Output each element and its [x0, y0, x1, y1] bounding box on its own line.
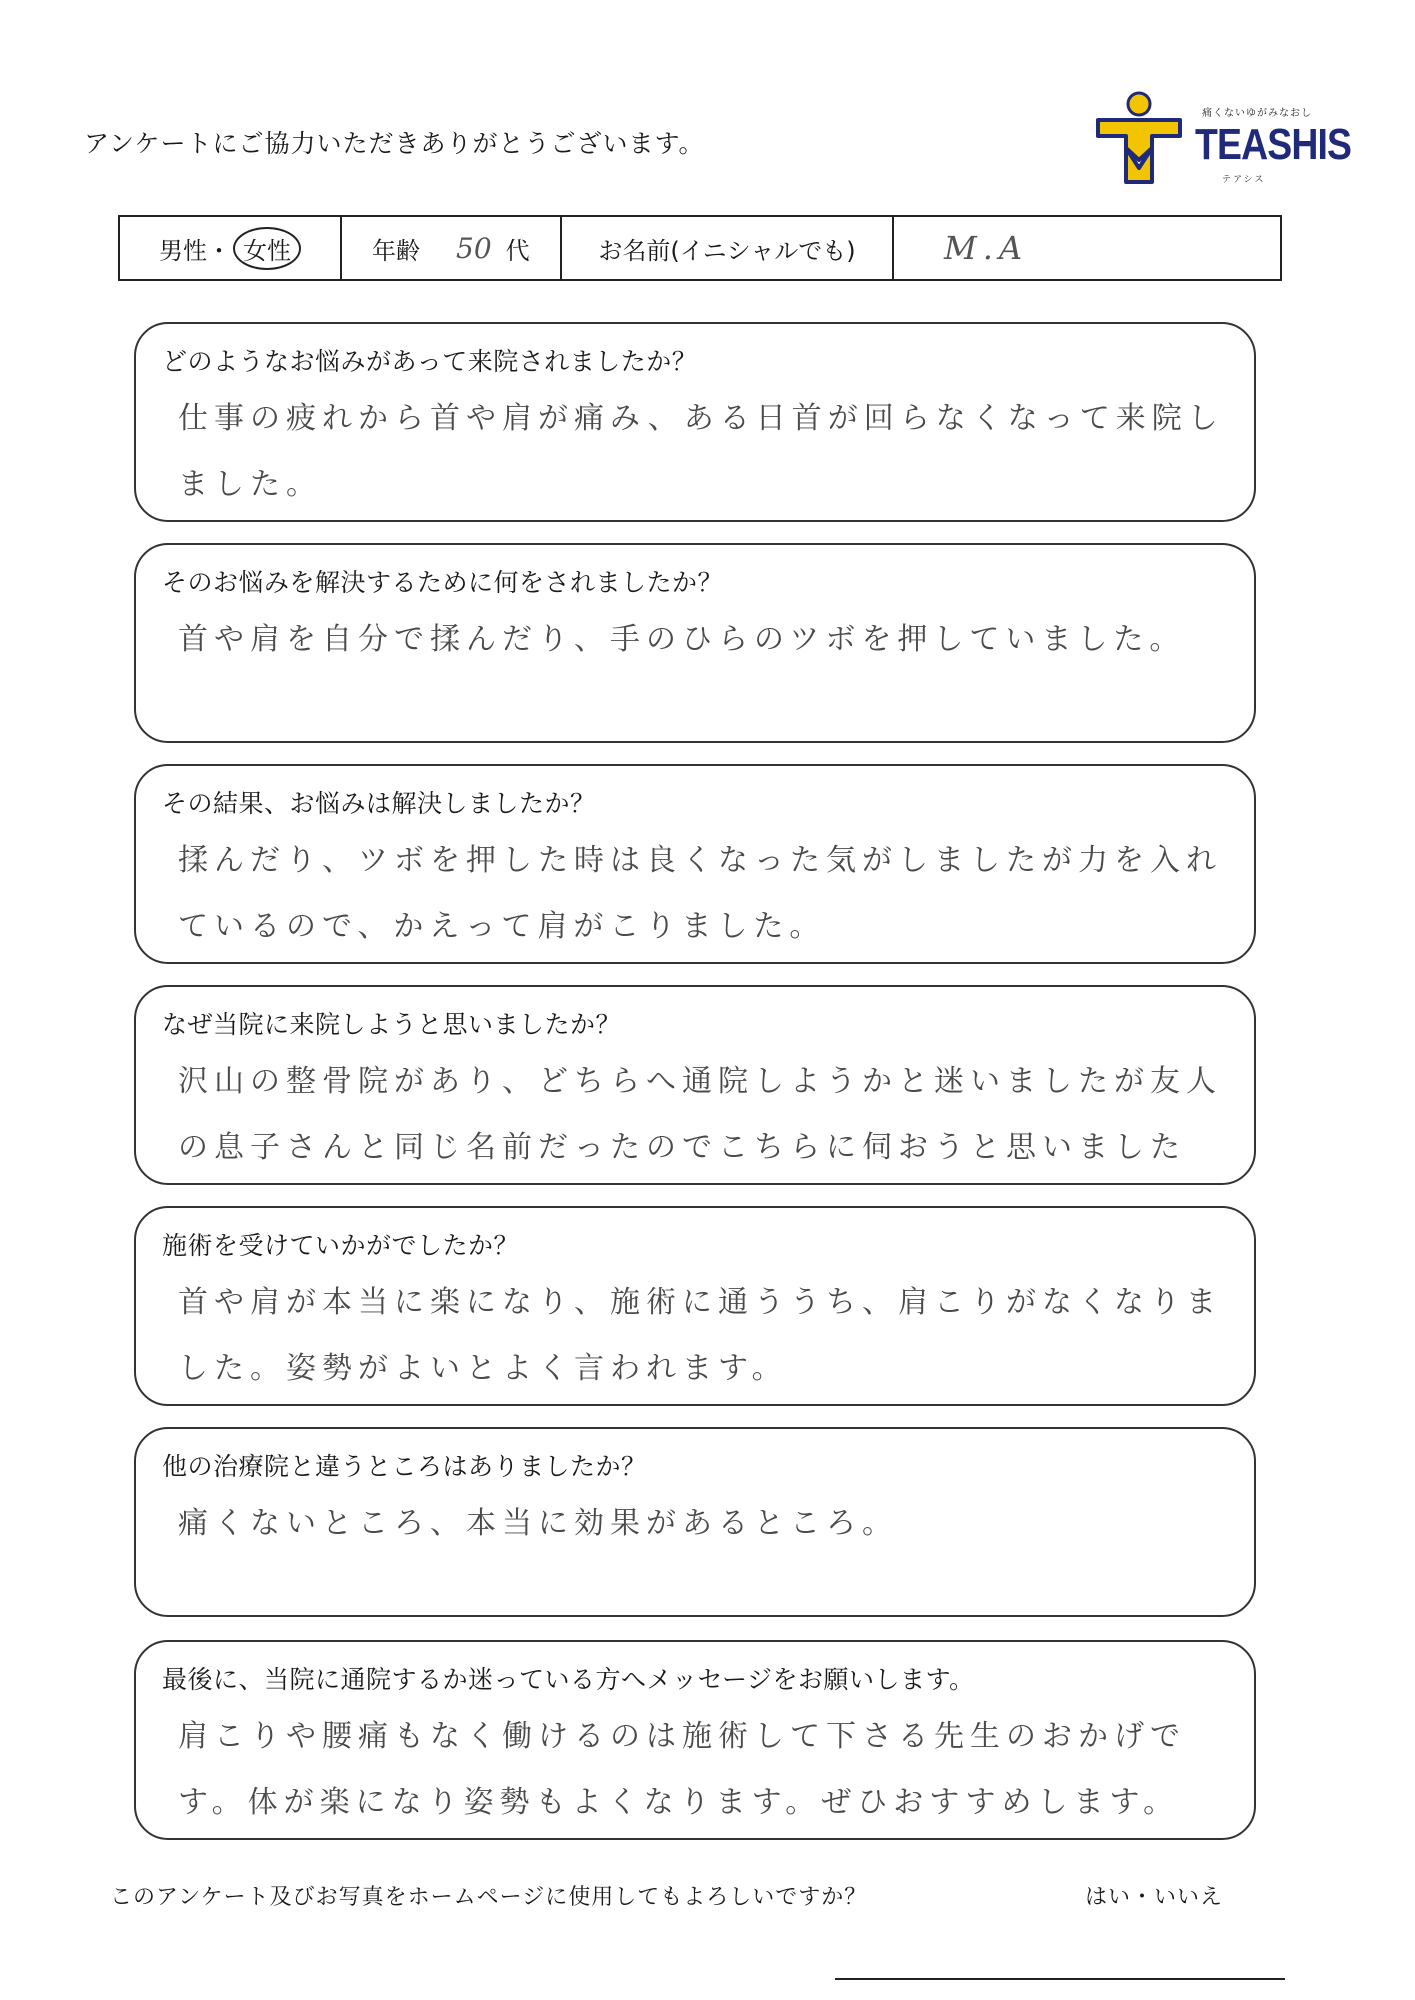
answer-text: 肩こりや腰痛もなく働けるのは施術して下さる先生のおかげです。体が楽になり姿勢もよくなります。ぜひおすすめします。 [178, 1719, 1186, 1820]
signature-line [835, 1978, 1285, 1980]
answer-text: 仕事の疲れから首や肩が痛み、ある日首が回らなくなって来院しました。 [178, 401, 1224, 502]
question-text: その結果、お悩みは解決しましたか？ [162, 789, 596, 818]
age-label: 年齢 [372, 236, 420, 265]
photo-permission-options: はい・いいえ [1085, 1885, 1224, 1910]
name-value: M.A [944, 229, 1029, 267]
gender-male-option: 男性 [159, 236, 207, 265]
name-value-cell [894, 217, 1280, 279]
gender-separator: ・ [207, 236, 231, 265]
question-text: なぜ当院に来院しようと思いましたか？ [162, 1010, 622, 1039]
question-text: 最後に、当院に通院するか迷っている方へメッセージをお願いします。 [162, 1665, 975, 1694]
logo-kana: テアシス [1222, 175, 1266, 185]
answer-text: 痛くないところ、本当に効果があるところ。 [178, 1506, 898, 1541]
question-box [134, 322, 1256, 522]
gender-female-option: 女性 [233, 227, 301, 270]
question-box [134, 764, 1256, 964]
answer-text: 揉んだり、ツボを押した時は良くなった気がしましたが力を入れているので、かえって肩がこりました。 [178, 843, 1222, 944]
intro-text: アンケートにご協力いただきありがとうございます。 [84, 129, 705, 158]
gender-cell [120, 217, 342, 279]
name-label: お名前(イニシャルでも) [598, 236, 856, 265]
question-box [134, 1427, 1256, 1617]
age-cell [342, 217, 562, 279]
logo-wordmark: TEASHIS [1195, 120, 1352, 169]
logo-figure-icon [1092, 90, 1192, 190]
answer-text: 首や肩が本当に楽になり、施術に通ううち、肩こりがなくなりました。姿勢がよいとよく言われます。 [178, 1285, 1222, 1386]
question-box [134, 1206, 1256, 1406]
photo-permission-question: このアンケート及びお写真をホームページに使用してもよろしいですか？ [110, 1885, 868, 1910]
respondent-info-table [118, 215, 1282, 281]
answer-text: 首や肩を自分で揉んだり、手のひらのツボを押していました。 [178, 622, 1186, 657]
age-suffix: 代 [505, 236, 530, 265]
question-text: そのお悩みを解決するために何をされましたか？ [162, 568, 724, 597]
age-value: 50 [456, 231, 492, 265]
logo-tagline: 痛くないゆがみなおし [1202, 108, 1312, 119]
name-label-cell [562, 217, 894, 279]
question-text: どのようなお悩みがあって来院されましたか？ [162, 347, 698, 376]
question-box [134, 1640, 1256, 1840]
question-text: 他の治療院と違うところはありましたか？ [162, 1452, 647, 1481]
question-text: 施術を受けていかがでしたか？ [162, 1231, 520, 1260]
question-box [134, 985, 1256, 1185]
answer-text: 沢山の整骨院があり、どちらへ通院しようかと迷いましたが友人の息子さんと同じ名前だったのでこちらに伺おうと思いました [178, 1064, 1222, 1165]
question-box [134, 543, 1256, 743]
teashis-logo [1092, 90, 1352, 190]
